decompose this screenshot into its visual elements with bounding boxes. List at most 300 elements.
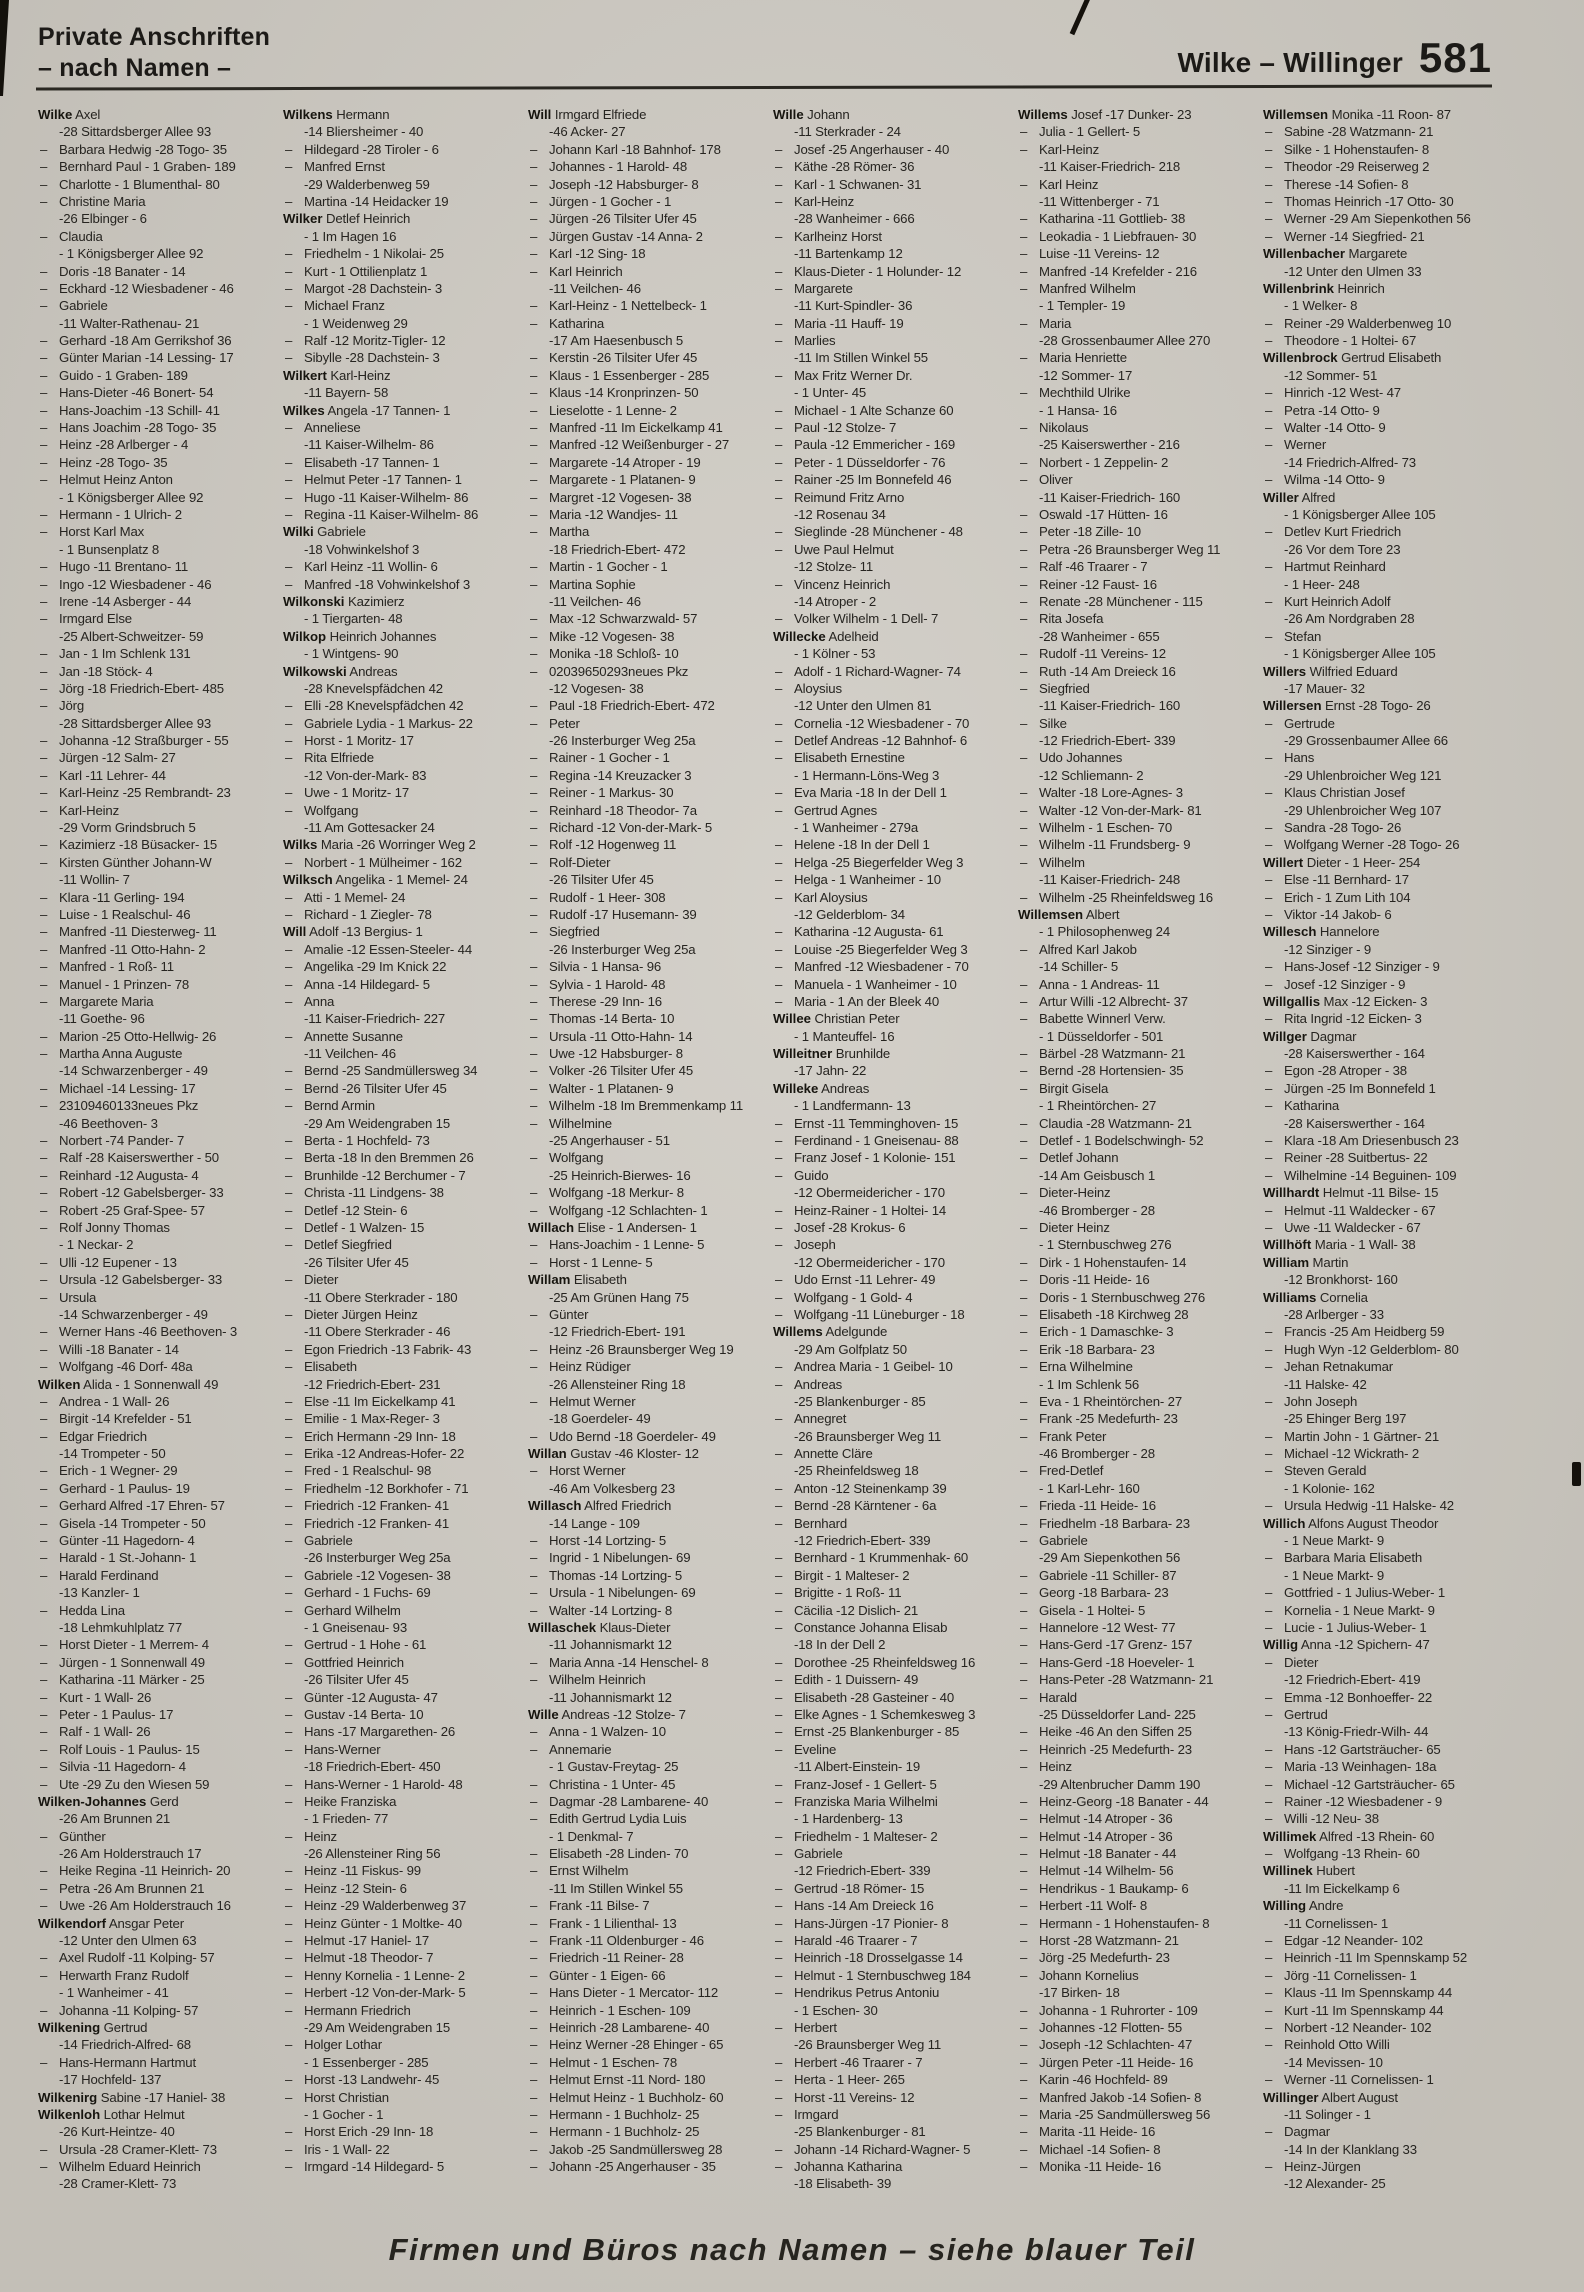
directory-entry: – Else -11 Im Eickelkamp 41: [285, 1393, 456, 1409]
directory-entry: – Gertrud -18 Römer- 15: [775, 1880, 925, 1896]
repeat-dash: –: [285, 350, 293, 366]
directory-entry-address: -18 Friedrich-Ebert- 472: [549, 541, 686, 557]
directory-entry-surname: Willenbacher Margarete: [1263, 246, 1408, 262]
directory-entry: – Margot -28 Dachstein- 3: [285, 280, 443, 296]
repeat-dash: –: [530, 524, 538, 540]
repeat-dash: –: [1020, 1463, 1028, 1479]
surname: Willeke: [773, 1080, 819, 1096]
directory-entry-surname: Wilkenirg Sabine -17 Haniel- 38: [38, 2089, 226, 2105]
directory-entry: – Elli -28 Knevelspfädchen 42: [285, 698, 464, 714]
directory-entry: – Horst Erich -29 Inn- 18: [285, 2124, 434, 2140]
repeat-dash: –: [285, 333, 293, 349]
directory-entry-address: -12 Friedrich-Ebert- 339: [1039, 733, 1176, 749]
repeat-dash: –: [1020, 785, 1028, 801]
directory-entry: – Ursula -12 Gabelsberger- 33: [40, 1272, 223, 1288]
directory-entry: – Guido - 1 Graben- 189: [40, 367, 188, 383]
directory-entry: – Elisabeth: [285, 1359, 357, 1375]
directory-entry: – Wilhelmine -14 Beguinen- 109: [1265, 1167, 1457, 1183]
directory-entry: – Klara -11 Gerling- 194: [40, 889, 185, 905]
surname: Wilkenloh: [38, 2106, 101, 2122]
directory-entry: – Kurt - 1 Wall- 26: [40, 1689, 152, 1705]
repeat-dash: –: [40, 350, 48, 366]
directory-entry-address: - 1 Wanheimer - 41: [59, 1985, 169, 2001]
directory-entry: – Franz Josef - 1 Kolonie- 151: [775, 1150, 956, 1166]
directory-entry: – Horst -13 Landwehr- 45: [285, 2072, 440, 2088]
directory-entry: – Hermann - 1 Hohenstaufen- 8: [1020, 1915, 1210, 1931]
surname: Will: [528, 107, 552, 122]
repeat-dash: –: [775, 1950, 783, 1966]
repeat-dash: –: [530, 2106, 538, 2122]
directory-entry-address: -28 Wanheimer - 655: [1039, 628, 1160, 644]
repeat-dash: –: [40, 1428, 48, 1444]
directory-entry-address: - 1 Im Schlenk 56: [1039, 1376, 1140, 1392]
repeat-dash: –: [285, 298, 293, 314]
directory-entry: – Helmut Heinz Anton: [40, 472, 173, 488]
directory-entry: – Wilhelm: [1020, 854, 1085, 870]
repeat-dash: –: [285, 1220, 293, 1235]
repeat-dash: –: [285, 1306, 293, 1322]
directory-entry: – Johanna - 1 Ruhrorter - 109: [1020, 2002, 1198, 2018]
directory-entry: – Karl - 1 Schwanen- 31: [775, 176, 922, 192]
repeat-dash: –: [285, 246, 293, 262]
directory-entry: – Josef -28 Krokus- 6: [775, 1220, 906, 1235]
directory-entry: – Detlef Johann: [1020, 1150, 1119, 1166]
directory-entry-address: -12 Sinziger - 9: [1284, 941, 1372, 957]
surname: Willers: [1263, 663, 1307, 679]
directory-entry-address: -18 In der Dell 2: [794, 1637, 886, 1653]
directory-entry: – Julia - 1 Gellert- 5: [1020, 124, 1141, 140]
directory-entry: – Mechthild Ulrike: [1020, 385, 1131, 401]
repeat-dash: –: [1020, 802, 1028, 818]
directory-entry: – Udo Johannes: [1020, 750, 1123, 766]
directory-entry: – Hannelore -12 West- 77: [1020, 1619, 1176, 1635]
directory-entry: – Günter Marian -14 Lessing- 17: [40, 350, 234, 366]
directory-entry-address: -11 Kaiser-Friedrich- 160: [1039, 489, 1181, 505]
directory-entry: – Peter: [530, 715, 580, 731]
repeat-dash: –: [530, 1028, 538, 1044]
repeat-dash: –: [775, 437, 783, 453]
repeat-dash: –: [1265, 628, 1273, 644]
directory-entry: – Margarete -14 Atroper - 19: [530, 454, 701, 470]
directory-entry: – Reinhard -12 Augusta- 4: [40, 1167, 199, 1183]
directory-entry: – Paula -12 Emmericher - 169: [775, 437, 956, 453]
repeat-dash: –: [530, 228, 538, 244]
directory-entry-address: -12 Vogesen- 38: [549, 680, 644, 696]
directory-entry-address: -11 Wittenberger - 71: [1039, 193, 1160, 209]
repeat-dash: –: [530, 298, 538, 314]
directory-entry: – Jörg -25 Medefurth- 23: [1020, 1950, 1170, 1966]
directory-entry: – Erna Wilhelmine: [1020, 1359, 1133, 1375]
directory-entry: – Helmut -18 Banater - 44: [1020, 1846, 1177, 1862]
repeat-dash: –: [40, 1550, 48, 1566]
directory-entry-surname: William Martin: [1263, 1254, 1349, 1270]
surname: Willich: [1263, 1515, 1306, 1531]
directory-entry: – Dirk - 1 Hohenstaufen- 14: [1020, 1254, 1187, 1270]
repeat-dash: –: [40, 646, 48, 662]
surname: Wilkens: [283, 107, 333, 122]
directory-entry-surname: Willeke Andreas: [773, 1080, 870, 1096]
directory-entry: – Hans -12 Gartsträucher- 65: [1265, 1741, 1441, 1757]
repeat-dash: –: [1265, 906, 1273, 922]
directory-entry: – Rolf -12 Hogenweg 11: [530, 837, 677, 853]
repeat-dash: –: [40, 593, 48, 609]
directory-entry-address: -11 Obere Sterkrader - 180: [304, 1289, 458, 1305]
repeat-dash: –: [285, 1985, 293, 2001]
directory-entry: – Hedda Lina: [40, 1602, 125, 1618]
directory-entry: – Irmgard: [775, 2106, 839, 2122]
directory-entry: – Irmgard Else: [40, 611, 132, 627]
repeat-dash: –: [1020, 1220, 1028, 1235]
directory-entry-address: - 1 Neue Markt- 9: [1284, 1567, 1385, 1583]
directory-entry: – Helmut Peter -17 Tannen- 1: [285, 472, 462, 488]
directory-entry-address: -11 Wollin- 7: [59, 872, 130, 888]
repeat-dash: –: [1265, 1706, 1273, 1722]
directory-entry-address: -25 Düsseldorfer Land- 225: [1039, 1706, 1196, 1722]
directory-entry: – Rudolf - 1 Heer- 308: [530, 889, 666, 905]
repeat-dash: –: [1265, 1080, 1273, 1096]
directory-entry-address: -11 Im Stillen Winkel 55: [794, 350, 928, 366]
directory-entry: – Nikolaus: [1020, 420, 1089, 436]
repeat-dash: –: [40, 1776, 48, 1792]
directory-entry-address: - 1 Philosophenweg 24: [1039, 924, 1171, 940]
repeat-dash: –: [1265, 385, 1273, 401]
repeat-dash: –: [1020, 576, 1028, 592]
repeat-dash: –: [285, 1133, 293, 1149]
directory-entry-address: -26 Allensteiner Ring 56: [304, 1846, 441, 1862]
directory-entry: – Uwe - 1 Moritz- 17: [285, 785, 410, 801]
directory-entry: – Wolfgang - 1 Gold- 4: [775, 1289, 913, 1305]
repeat-dash: –: [1020, 246, 1028, 262]
directory-entry: – Lieselotte - 1 Lenne- 2: [530, 402, 677, 418]
repeat-dash: –: [40, 941, 48, 957]
repeat-dash: –: [40, 280, 48, 296]
repeat-dash: –: [1265, 124, 1273, 140]
repeat-dash: –: [1020, 1498, 1028, 1514]
repeat-dash: –: [775, 1202, 783, 1218]
directory-entry: – Kurt Heinrich Adolf: [1265, 593, 1391, 609]
repeat-dash: –: [40, 420, 48, 436]
repeat-dash: –: [530, 576, 538, 592]
repeat-dash: –: [285, 1880, 293, 1896]
repeat-dash: –: [285, 854, 293, 870]
repeat-dash: –: [775, 1220, 783, 1235]
surname: Wilken: [38, 1376, 81, 1392]
repeat-dash: –: [1020, 1272, 1028, 1288]
directory-entry: – Hans-Jürgen -17 Pionier- 8: [775, 1915, 949, 1931]
surname: Willemsen: [1263, 107, 1329, 122]
directory-entry: – Hans: [1265, 750, 1315, 766]
directory-entry-surname: Willeitner Brunhilde: [773, 1046, 891, 1062]
repeat-dash: –: [530, 193, 538, 209]
directory-entry: – Karlheinz Horst: [775, 228, 882, 244]
directory-entry: – Katharina -12 Augusta- 61: [775, 924, 944, 940]
directory-entry: – Kurt - 1 Ottilienplatz 1: [285, 263, 428, 279]
directory-entry: – Andrea - 1 Wall- 26: [40, 1393, 170, 1409]
directory-entry-address: -28 Knevelspfädchen 42: [304, 680, 443, 696]
repeat-dash: –: [1020, 541, 1028, 557]
directory-entry: – Martin John - 1 Gärtner- 21: [1265, 1428, 1439, 1444]
repeat-dash: –: [40, 698, 48, 714]
repeat-dash: –: [1020, 559, 1028, 575]
repeat-dash: –: [40, 1254, 48, 1270]
directory-entry: – Hendrikus Petrus Antoniu: [775, 1985, 940, 2001]
repeat-dash: –: [285, 785, 293, 801]
repeat-dash: –: [1020, 593, 1028, 609]
directory-entry-address: -12 Friedrich-Ebert- 419: [1284, 1672, 1421, 1688]
directory-entry: – Dorothee -25 Rheinfeldsweg 16: [775, 1654, 976, 1670]
directory-entry-address: -11 Bartenkamp 12: [794, 246, 903, 262]
repeat-dash: –: [40, 1637, 48, 1653]
repeat-dash: –: [775, 1376, 783, 1392]
directory-entry: – Heike Franziska: [285, 1793, 397, 1809]
repeat-dash: –: [285, 1933, 293, 1949]
repeat-dash: –: [775, 1602, 783, 1618]
directory-entry: – Heinz -11 Fiskus- 99: [285, 1863, 421, 1879]
directory-entry-address: -11 Kaiser-Wilhelm- 86: [304, 437, 434, 453]
directory-entry: – Johanna Katharina: [775, 2159, 903, 2175]
directory-entry-address: -29 Altenbrucher Damm 190: [1039, 1776, 1201, 1792]
repeat-dash: –: [775, 2072, 783, 2088]
repeat-dash: –: [775, 176, 783, 192]
directory-entry: – Doris - 1 Sternbuschweg 276: [1020, 1289, 1206, 1305]
directory-entry: – Heinz -12 Stein- 6: [285, 1880, 407, 1896]
directory-entry: – Rainer -25 Im Bonnefeld 46: [775, 472, 952, 488]
repeat-dash: –: [285, 141, 293, 157]
repeat-dash: –: [40, 1167, 48, 1183]
surname: Wilke: [38, 107, 73, 122]
directory-entry: – Manfred -12 Weißenburger - 27: [530, 437, 730, 453]
directory-entry-surname: Willgallis Max -12 Eicken- 3: [1263, 993, 1428, 1009]
directory-entry: – Dieter: [285, 1272, 339, 1288]
directory-entry-address: -25 Blankenburger - 85: [794, 1393, 926, 1409]
directory-entry: – Friedhelm - 1 Nikolai- 25: [285, 246, 444, 262]
repeat-dash: –: [1020, 1254, 1028, 1270]
directory-entry: – Gottfried Heinrich: [285, 1654, 404, 1670]
directory-entry: – Ralf - 1 Wall- 26: [40, 1724, 151, 1740]
repeat-dash: –: [530, 1724, 538, 1740]
repeat-dash: –: [1265, 1793, 1273, 1809]
directory-entry: – Horst -14 Lortzing- 5: [530, 1533, 667, 1549]
directory-entry-surname: Wilke Axel: [38, 107, 101, 122]
directory-entry-surname: Wilkening Gertrud: [38, 2019, 148, 2035]
repeat-dash: –: [1020, 420, 1028, 436]
directory-entry: – Wolfgang -18 Merkur- 8: [530, 1185, 684, 1201]
directory-entry: – Alfred Karl Jakob: [1020, 941, 1137, 957]
repeat-dash: –: [1020, 1567, 1028, 1583]
directory-entry: – Klaus Christian Josef: [1265, 785, 1405, 801]
directory-entry: – Walter -12 Von-der-Mark- 81: [1020, 802, 1202, 818]
repeat-dash: –: [1020, 1741, 1028, 1757]
repeat-dash: –: [40, 1133, 48, 1149]
repeat-dash: –: [285, 263, 293, 279]
repeat-dash: –: [775, 576, 783, 592]
directory-entry: – Gabriele: [40, 298, 108, 314]
directory-entry: – Detlef - 1 Bodelschwingh- 52: [1020, 1133, 1204, 1149]
repeat-dash: –: [775, 889, 783, 905]
directory-entry-address: -17 Birken- 18: [1039, 1985, 1120, 2001]
directory-entry: – Maria: [1020, 315, 1072, 331]
repeat-dash: –: [40, 506, 48, 522]
directory-entry: – Manfred -11 Diesterweg- 11: [40, 924, 217, 940]
directory-entry-address: -11 Kaiser-Friedrich- 227: [304, 1011, 446, 1027]
repeat-dash: –: [1020, 1672, 1028, 1688]
surname: Wilki: [283, 524, 314, 540]
repeat-dash: –: [1265, 333, 1273, 349]
directory-entry: – Karin -46 Hochfeld- 89: [1020, 2072, 1168, 2088]
repeat-dash: –: [285, 1793, 293, 1809]
directory-entry-address: -25 Am Grünen Hang 75: [549, 1289, 689, 1305]
repeat-dash: –: [40, 1741, 48, 1757]
directory-entry: – Annette Susanne: [285, 1028, 403, 1044]
repeat-dash: –: [530, 2159, 538, 2175]
directory-entry: – Paul -12 Stolze- 7: [775, 420, 897, 436]
repeat-dash: –: [1265, 1220, 1273, 1235]
directory-entry: – Wilhelm -18 Im Bremmenkamp 11: [530, 1098, 744, 1114]
directory-entry: – Irene -14 Asberger - 44: [40, 593, 192, 609]
directory-entry: – Heinrich -28 Lambarene- 40: [530, 2019, 710, 2035]
repeat-dash: –: [40, 1220, 48, 1235]
repeat-dash: –: [530, 2089, 538, 2105]
repeat-dash: –: [775, 1654, 783, 1670]
directory-entry-address: - 1 Eschen- 30: [794, 2002, 878, 2018]
directory-entry: – Margarete - 1 Platanen- 9: [530, 472, 696, 488]
repeat-dash: –: [530, 1393, 538, 1409]
repeat-dash: –: [1020, 176, 1028, 192]
repeat-dash: –: [1020, 646, 1028, 662]
page-header-right: [1178, 34, 1492, 82]
directory-entry-address: -11 Kurt-Spindler- 36: [794, 298, 913, 314]
directory-entry: – Martin - 1 Gocher - 1: [530, 559, 668, 575]
directory-entry-surname: Willger Dagmar: [1263, 1028, 1357, 1044]
directory-entry-address: -26 Vor dem Tore 23: [1284, 541, 1401, 557]
directory-entry: – Joseph -12 Schlachten- 47: [1020, 2037, 1193, 2053]
directory-entry: – Frank Peter: [1020, 1428, 1107, 1444]
repeat-dash: –: [1265, 437, 1273, 453]
directory-entry-surname: Willig Anna -12 Spichern- 47: [1263, 1637, 1430, 1653]
repeat-dash: –: [285, 715, 293, 731]
directory-entry: – Herwarth Franz Rudolf: [40, 1967, 189, 1983]
directory-entry: – Karl-Heinz: [775, 193, 855, 209]
directory-entry-address: -11 Albert-Einstein- 19: [794, 1759, 921, 1775]
directory-entry: – Martha: [530, 524, 590, 540]
directory-entry: – Helmut -11 Waldecker - 67: [1265, 1202, 1436, 1218]
repeat-dash: –: [775, 1776, 783, 1792]
repeat-dash: –: [285, 2089, 293, 2105]
directory-entry-address: -14 Bliersheimer - 40: [304, 124, 424, 140]
directory-entry-address: -25 Blankenburger - 81: [794, 2124, 926, 2140]
directory-entry-surname: Willing Andre: [1263, 1898, 1344, 1914]
directory-entry-address: - 1 Gneisenau- 93: [304, 1619, 408, 1635]
surname: Willimek: [1263, 1828, 1317, 1844]
page-title: [38, 22, 270, 84]
directory-entry: – Edith - 1 Duissern- 49: [775, 1672, 919, 1688]
repeat-dash: –: [1020, 263, 1028, 279]
directory-entry: – Detlef Andreas -12 Bahnhof- 6: [775, 733, 968, 749]
directory-entry: – Emma -12 Bonhoeffer- 22: [1265, 1689, 1433, 1705]
repeat-dash: –: [1020, 1759, 1028, 1775]
repeat-dash: –: [1265, 1393, 1273, 1409]
surname: Willhöft: [1263, 1237, 1312, 1253]
repeat-dash: –: [285, 1637, 293, 1653]
directory-column-6: [1263, 106, 1508, 2193]
directory-entry: – Artur Willi -12 Albrecht- 37: [1020, 993, 1188, 1009]
directory-entry: – Aloysius: [775, 680, 842, 696]
directory-entry: – Uwe -26 Am Holderstrauch 16: [40, 1898, 231, 1914]
repeat-dash: –: [530, 976, 538, 992]
directory-entry: – Johann -25 Angerhauser - 35: [530, 2159, 716, 2175]
directory-entry: – Ernst -11 Temminghoven- 15: [775, 1115, 959, 1131]
directory-entry-address: -25 Rheinfeldsweg 18: [794, 1463, 919, 1479]
directory-entry: – Kirsten Günther Johann-W: [40, 854, 212, 870]
repeat-dash: –: [285, 1428, 293, 1444]
directory-entry: – Hugo -11 Brentano- 11: [40, 559, 189, 575]
repeat-dash: –: [1265, 959, 1273, 975]
repeat-dash: –: [775, 472, 783, 488]
repeat-dash: –: [775, 541, 783, 557]
directory-entry-address: -12 Obermeidericher - 170: [794, 1254, 945, 1270]
directory-entry-surname: Wilkert Karl-Heinz: [283, 367, 391, 383]
repeat-dash: –: [1265, 315, 1273, 331]
repeat-dash: –: [1265, 472, 1273, 488]
directory-entry: – Maria -25 Sandmüllersweg 56: [1020, 2106, 1211, 2122]
directory-entry: – Ernst -25 Blankenburger - 85: [775, 1724, 960, 1740]
directory-entry: – Gabriele -12 Vogesen- 38: [285, 1567, 451, 1583]
repeat-dash: –: [40, 1480, 48, 1496]
directory-entry: – Reiner -12 Faust- 16: [1020, 576, 1157, 592]
surname: Willert: [1263, 854, 1304, 870]
repeat-dash: –: [1020, 1185, 1028, 1201]
directory-entry: – Axel Rudolf -11 Kolping- 57: [40, 1950, 215, 1966]
directory-entry-address: -29 Vorm Grindsbruch 5: [59, 820, 196, 836]
repeat-dash: –: [775, 1115, 783, 1131]
directory-entry-address: -26 Braunsberger Weg 11: [794, 2037, 942, 2053]
repeat-dash: –: [1020, 1933, 1028, 1949]
directory-entry-address: -11 Solinger - 1: [1284, 2106, 1371, 2122]
directory-entry-address: - 1 Hardenberg- 13: [794, 1811, 903, 1827]
repeat-dash: –: [1265, 1619, 1273, 1635]
directory-entry: – Rudolf -17 Husemann- 39: [530, 906, 697, 922]
directory-entry-surname: Will Adolf -13 Bergius- 1: [283, 924, 423, 940]
directory-entry: – Lucie - 1 Julius-Weber- 1: [1265, 1619, 1427, 1635]
repeat-dash: –: [40, 1898, 48, 1914]
repeat-dash: –: [775, 2159, 783, 2175]
directory-entry: – Josef -25 Angerhauser - 40: [775, 141, 950, 157]
surname: Willems: [773, 1324, 823, 1340]
repeat-dash: –: [530, 1898, 538, 1914]
directory-entry: – Karl -11 Lehrer- 44: [40, 767, 166, 783]
directory-entry: – Jürgen - 1 Sonnenwall 49: [40, 1654, 205, 1670]
directory-entry: – Werner: [1265, 437, 1327, 453]
repeat-dash: –: [1265, 715, 1273, 731]
scan-artifact-top: [1070, 0, 1092, 35]
repeat-dash: –: [530, 472, 538, 488]
directory-entry: – Hans-Gerd -18 Hoeveler- 1: [1020, 1654, 1195, 1670]
repeat-dash: –: [285, 420, 293, 436]
directory-entry: – Karl-Heinz: [40, 802, 120, 818]
directory-entry-address: -11 Kaiser-Friedrich- 160: [1039, 698, 1181, 714]
directory-entry: – Gabriele Lydia - 1 Markus- 22: [285, 715, 473, 731]
directory-entry: – Heinrich -11 Im Spennskamp 52: [1265, 1950, 1468, 1966]
directory-entry: – Hermann - 1 Buchholz- 25: [530, 2124, 700, 2140]
directory-entry: – Rita Josefa: [1020, 611, 1104, 627]
repeat-dash: –: [775, 333, 783, 349]
repeat-dash: –: [1265, 1428, 1273, 1444]
directory-entry-address: -14 Lange - 109: [549, 1515, 640, 1531]
repeat-dash: –: [1265, 1324, 1273, 1340]
directory-entry: – Dieter Heinz: [1020, 1220, 1110, 1235]
directory-entry: – Silke - 1 Hohenstaufen- 8: [1265, 141, 1430, 157]
surname: Willecke: [773, 628, 826, 644]
